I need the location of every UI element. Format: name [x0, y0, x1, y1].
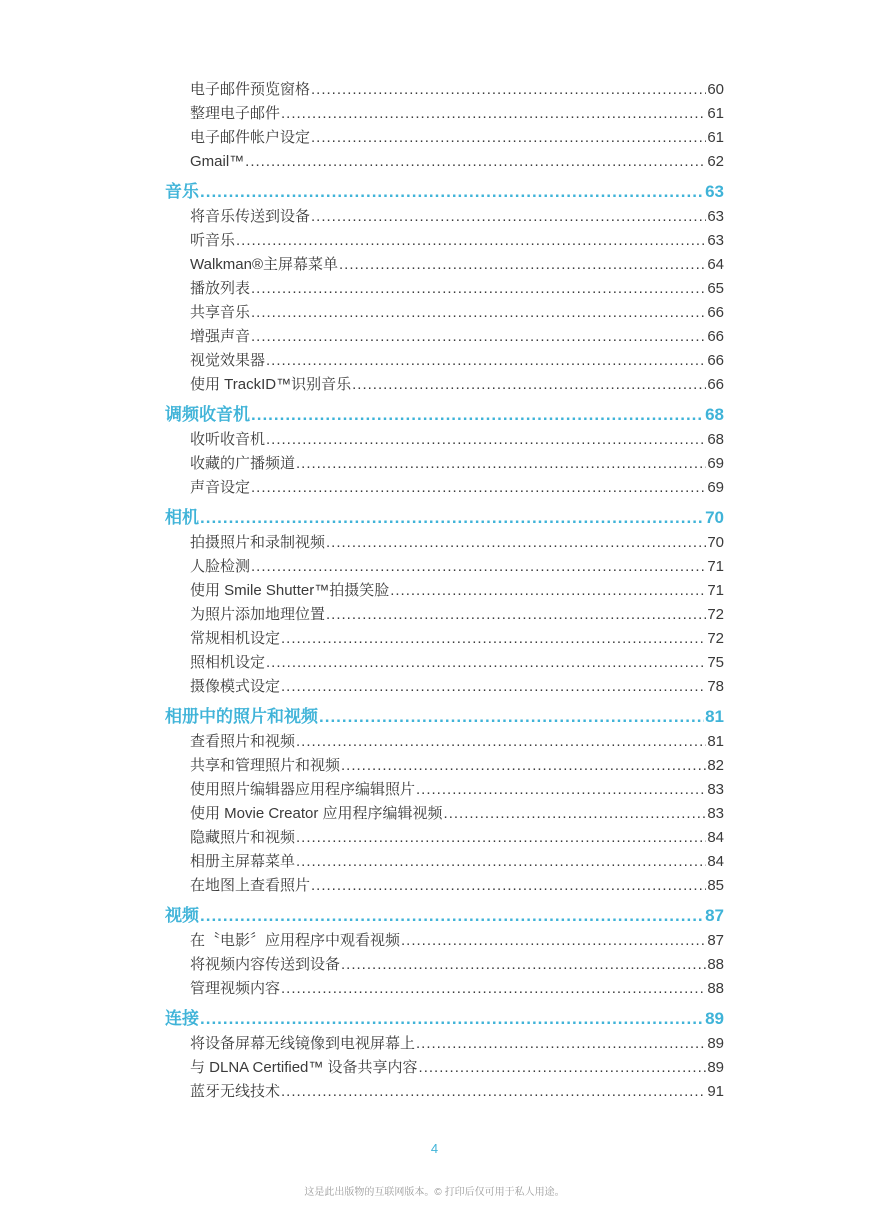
toc-entry[interactable]: [0, 826, 724, 850]
dot-leader: [245, 150, 706, 174]
dot-leader: [296, 850, 706, 874]
toc-entry-title: 常规相机设定: [190, 630, 281, 647]
toc-entry-title: 照相机设定: [190, 654, 266, 671]
toc-entry-page: 68: [707, 431, 724, 448]
toc-entry-page: 81: [705, 707, 724, 726]
toc-section-entry[interactable]: [0, 903, 724, 929]
toc-entry-page: 62: [707, 153, 724, 170]
toc-entry-page: 71: [707, 558, 724, 575]
toc-entry-page: 69: [707, 455, 724, 472]
dot-leader: [200, 903, 704, 929]
toc-entry[interactable]: [0, 651, 724, 675]
toc-entry[interactable]: [0, 301, 724, 325]
toc-section-entry[interactable]: [0, 704, 724, 730]
toc-entry-title: 听音乐: [190, 232, 236, 249]
toc-entry-page: 83: [707, 781, 724, 798]
toc-entry-title: 人脸检测: [190, 558, 251, 575]
toc-entry-page: 81: [707, 733, 724, 750]
dot-leader: [444, 802, 707, 826]
toc-entry[interactable]: [0, 78, 724, 102]
toc-entry-page: 89: [707, 1035, 724, 1052]
dot-leader: [296, 452, 706, 476]
toc-entry-page: 91: [707, 1083, 724, 1100]
toc-entry[interactable]: [0, 555, 724, 579]
dot-leader: [281, 102, 706, 126]
toc-entry-title: 将设备屏幕无线镜像到电视屏幕上: [190, 1035, 416, 1052]
page-number: 4: [430, 1141, 439, 1156]
toc-section-entry[interactable]: [0, 505, 724, 531]
toc-entry[interactable]: [0, 277, 724, 301]
dot-leader: [200, 179, 704, 205]
dot-leader: [311, 205, 706, 229]
dot-leader: [390, 579, 706, 603]
toc-entry[interactable]: [0, 977, 724, 1001]
toc-entry-page: 63: [705, 182, 724, 201]
toc-entry-page: 87: [705, 906, 724, 925]
toc-entry-title: 使用 Movie Creator 应用程序编辑视频: [190, 805, 443, 822]
toc-entry-title: 使用 TrackID™识别音乐: [190, 376, 352, 393]
toc-section-entry[interactable]: [0, 179, 724, 205]
toc-entry-title: 在地图上查看照片: [190, 877, 311, 894]
toc-entry[interactable]: [0, 476, 724, 500]
toc-entry-title: 摄像模式设定: [190, 678, 281, 695]
toc-entry-title: 音乐: [165, 182, 199, 201]
toc-entry-title: 收听收音机: [190, 431, 266, 448]
toc-entry-page: 85: [707, 877, 724, 894]
toc-entry[interactable]: [0, 253, 724, 277]
toc-entry[interactable]: [0, 126, 724, 150]
toc-entry-title: 电子邮件帐户设定: [190, 129, 311, 146]
dot-leader: [281, 675, 706, 699]
toc-entry-page: 87: [707, 932, 724, 949]
dot-leader: [281, 627, 706, 651]
toc-entry-page: 83: [707, 805, 724, 822]
toc-entry[interactable]: [0, 874, 724, 898]
dot-leader: [326, 531, 706, 555]
toc-entry-title: 将音乐传送到设备: [190, 208, 311, 225]
toc-entry-title: 相册主屏幕菜单: [190, 853, 296, 870]
toc-entry-page: 61: [707, 105, 724, 122]
toc-entry-title: 电子邮件预览窗格: [190, 81, 311, 98]
dot-leader: [296, 826, 706, 850]
dot-leader: [266, 651, 706, 675]
toc-entry-title: 相机: [165, 508, 199, 527]
toc-entry-title: 相册中的照片和视频: [165, 707, 318, 726]
dot-leader: [236, 229, 706, 253]
toc-entry-page: 65: [707, 280, 724, 297]
dot-leader: [341, 754, 706, 778]
toc-entry-page: 89: [705, 1009, 724, 1028]
toc-entry[interactable]: [0, 1080, 724, 1104]
dot-leader: [319, 704, 704, 730]
toc-entry-title: 声音设定: [190, 479, 251, 496]
toc-section-entry[interactable]: [0, 1006, 724, 1032]
toc-entry-page: 84: [707, 853, 724, 870]
dot-leader: [266, 428, 706, 452]
toc-section-entry[interactable]: [0, 402, 724, 428]
toc-entry-title: 蓝牙无线技术: [190, 1083, 281, 1100]
toc-entry-title: 视频: [165, 906, 199, 925]
toc-entry[interactable]: [0, 102, 724, 126]
toc-entry-page: 70: [705, 508, 724, 527]
toc-entry[interactable]: [0, 953, 724, 977]
toc-entry[interactable]: [0, 373, 724, 397]
toc-entry-page: 72: [707, 606, 724, 623]
dot-leader: [416, 778, 706, 802]
toc-entry-page: 71: [707, 582, 724, 599]
toc-entry-page: 66: [707, 376, 724, 393]
toc-entry-page: 66: [707, 304, 724, 321]
toc-entry-title: 为照片添加地理位置: [190, 606, 326, 623]
dot-leader: [251, 325, 706, 349]
toc-entry-title: 增强声音: [190, 328, 251, 345]
toc-entry[interactable]: [0, 452, 724, 476]
toc-entry[interactable]: [0, 205, 724, 229]
toc-entry-title: 查看照片和视频: [190, 733, 296, 750]
dot-leader: [326, 603, 706, 627]
toc-entry[interactable]: [0, 754, 724, 778]
toc-entry[interactable]: [0, 349, 724, 373]
toc-entry[interactable]: [0, 325, 724, 349]
toc-entry-title: 调频收音机: [165, 405, 250, 424]
toc-entry-page: 72: [707, 630, 724, 647]
toc-entry-title: 视觉效果器: [190, 352, 266, 369]
toc-entry-title: 与 DLNA Certified™ 设备共享内容: [190, 1059, 418, 1076]
toc-entry-title: 管理视频内容: [190, 980, 281, 997]
toc-entry-page: 82: [707, 757, 724, 774]
dot-leader: [200, 505, 704, 531]
toc-entry[interactable]: [0, 1056, 724, 1080]
dot-leader: [341, 953, 706, 977]
toc-entry[interactable]: [0, 531, 724, 555]
toc-entry-page: 66: [707, 352, 724, 369]
toc-entry-title: 播放列表: [190, 280, 251, 297]
dot-leader: [311, 78, 706, 102]
toc-entry[interactable]: [0, 929, 724, 953]
toc-entry-title: 收藏的广播频道: [190, 455, 296, 472]
dot-leader: [251, 402, 704, 428]
dot-leader: [251, 476, 706, 500]
dot-leader: [251, 301, 706, 325]
toc-entry-title: 使用照片编辑器应用程序编辑照片: [190, 781, 416, 798]
toc-entry[interactable]: [0, 229, 724, 253]
toc-entry-title: 共享音乐: [190, 304, 251, 321]
toc-entry-page: 88: [707, 980, 724, 997]
dot-leader: [311, 874, 706, 898]
toc-entry-title: 将视频内容传送到设备: [190, 956, 341, 973]
toc-entry-title: Gmail™: [190, 153, 245, 170]
dot-leader: [251, 277, 706, 301]
footer-notice: 这是此出版物的互联网版本。© 打印后仅可用于私人用途。: [304, 1187, 565, 1198]
dot-leader: [419, 1056, 707, 1080]
toc-entry-title: 在〝电影〞应用程序中观看视频: [190, 932, 401, 949]
dot-leader: [266, 349, 706, 373]
toc-entry[interactable]: [0, 603, 724, 627]
toc-entry-page: 69: [707, 479, 724, 496]
dot-leader: [401, 929, 706, 953]
toc-entry-page: 68: [705, 405, 724, 424]
toc-entry[interactable]: [0, 428, 724, 452]
dot-leader: [416, 1032, 706, 1056]
toc-entry[interactable]: [0, 627, 724, 651]
dot-leader: [296, 730, 706, 754]
toc-entry-page: 60: [707, 81, 724, 98]
toc-entry-page: 89: [707, 1059, 724, 1076]
toc-entry-title: 拍摄照片和录制视频: [190, 534, 326, 551]
toc-entry[interactable]: [0, 730, 724, 754]
toc-entry-page: 88: [707, 956, 724, 973]
toc-entry-page: 63: [707, 208, 724, 225]
toc-entry-title: 使用 Smile Shutter™拍摄笑脸: [190, 582, 390, 599]
toc-entry-title: 隐藏照片和视频: [190, 829, 296, 846]
toc-entry[interactable]: [0, 850, 724, 874]
toc-entry-title: 共享和管理照片和视频: [190, 757, 341, 774]
toc-entry-page: 78: [707, 678, 724, 695]
toc-entry-title: 整理电子邮件: [190, 105, 281, 122]
toc-entry-page: 84: [707, 829, 724, 846]
toc-entry[interactable]: [0, 1032, 724, 1056]
toc-entry-title: 连接: [165, 1009, 199, 1028]
toc-entry[interactable]: [0, 150, 724, 174]
dot-leader: [281, 1080, 706, 1104]
toc-entry-page: 63: [707, 232, 724, 249]
toc-entry-title: Walkman®主屏幕菜单: [190, 256, 339, 273]
toc-entry-page: 61: [707, 129, 724, 146]
table-of-contents: [0, 78, 869, 1104]
toc-entry[interactable]: [0, 579, 724, 603]
toc-entry-page: 70: [707, 534, 724, 551]
toc-entry[interactable]: [0, 675, 724, 699]
toc-entry[interactable]: [0, 778, 724, 802]
dot-leader: [352, 373, 706, 397]
dot-leader: [311, 126, 706, 150]
toc-entry-page: 66: [707, 328, 724, 345]
toc-entry-page: 64: [707, 256, 724, 273]
toc-entry[interactable]: [0, 802, 724, 826]
dot-leader: [200, 1006, 704, 1032]
dot-leader: [251, 555, 706, 579]
toc-entry-page: 75: [707, 654, 724, 671]
dot-leader: [339, 253, 706, 277]
dot-leader: [281, 977, 706, 1001]
